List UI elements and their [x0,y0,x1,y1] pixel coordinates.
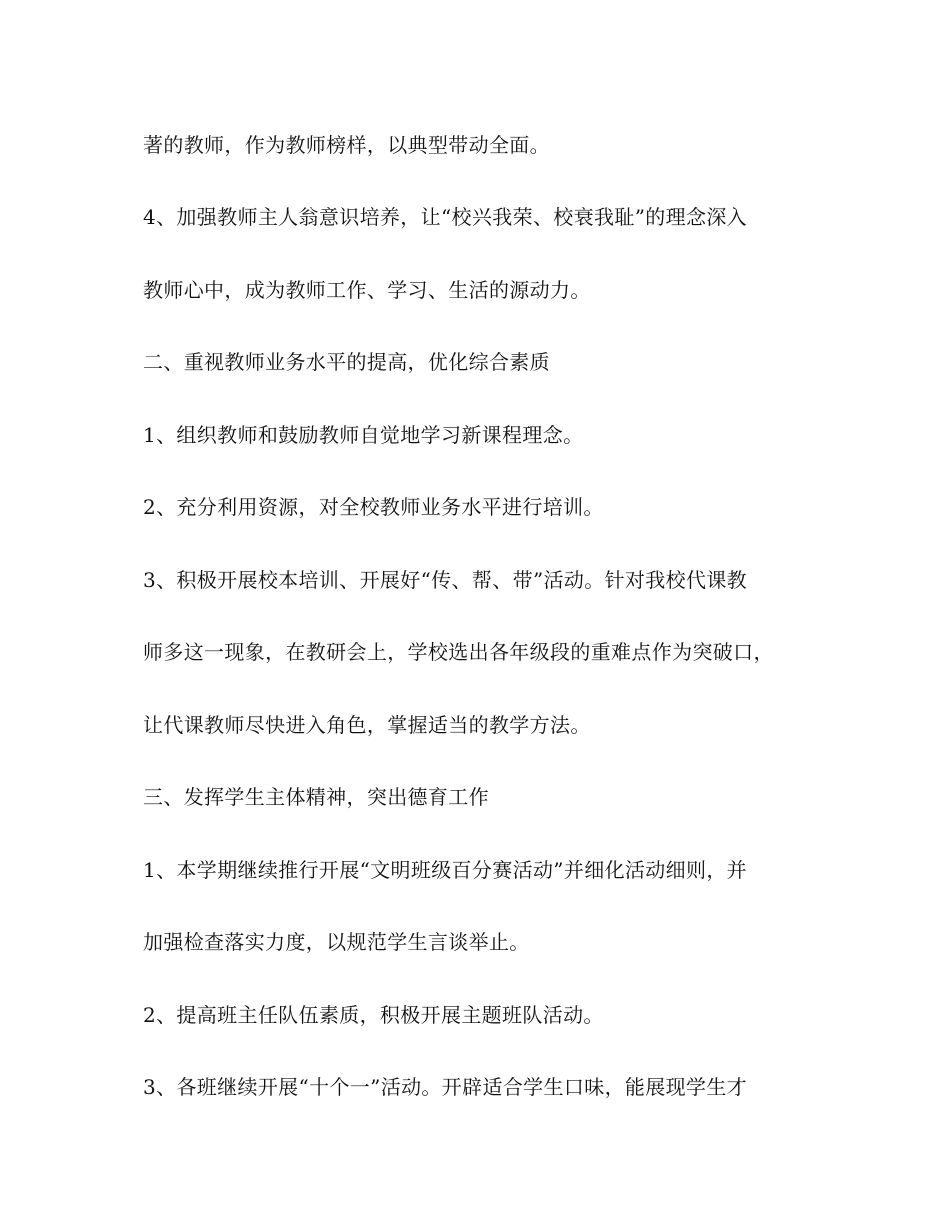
text-line: 师多这一现象，在教研会上，学校选出各年级段的重难点作为突破口， [143,640,774,664]
text-line: 2、充分利用资源，对全校教师业务水平进行培训。 [143,495,604,519]
text-line: 4、加强教师主人翁意识培养，让“校兴我荣、校衰我耻”的理念深入 [143,205,748,229]
text-line: 让代课教师尽快进入角色，掌握适当的教学方法。 [143,713,591,737]
text-line: 加强检查落实力度，以规范学生言谈举止。 [143,930,530,954]
section-heading: 三、发挥学生主体精神，突出德育工作 [143,785,489,809]
section-heading: 二、重视教师业务水平的提高，优化综合素质 [143,350,550,374]
text-line: 2、提高班主任队伍素质，积极开展主题班队活动。 [143,1003,604,1027]
text-line: 3、各班继续开展“十个一”活动。开辟适合学生口味，能展现学生才 [143,1075,748,1099]
text-line: 1、组织教师和鼓励教师自觉地学习新课程理念。 [143,423,584,447]
text-line: 1、本学期继续推行开展“文明班级百分赛活动”并细化活动细则，并 [143,858,748,882]
text-line: 教师心中，成为教师工作、学习、生活的源动力。 [143,278,591,302]
text-line: 3、积极开展校本培训、开展好“传、帮、带”活动。针对我校代课教 [143,568,748,592]
text-line: 著的教师，作为教师榜样，以典型带动全面。 [143,133,550,157]
